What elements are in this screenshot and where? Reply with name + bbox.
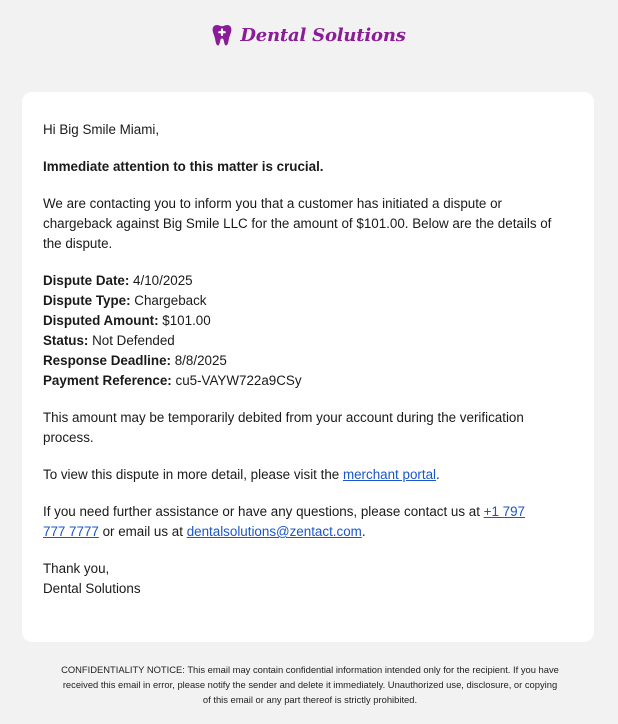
tooth-icon [212, 24, 232, 46]
dispute-details [43, 271, 572, 391]
detail-payment-reference: Payment Reference: cu5-VAYW722a9CSy [43, 373, 302, 388]
detail-dispute-date: Dispute Date: 4/10/2025 [43, 273, 193, 288]
brand-header [0, 24, 618, 46]
assistance-paragraph: If you need further assistance or have any questions, please contact us at +1 797 777 7777 or email us at dentalsolutions@zentact.com. [43, 504, 526, 539]
detail-status: Status: Not Defended [43, 333, 175, 348]
phone-link[interactable]: +1 797 777 7777 [43, 504, 526, 539]
debit-note: This amount may be temporarily debited from your account during the verification process. [43, 410, 524, 445]
detail-response-deadline: Response Deadline: 8/8/2025 [43, 353, 227, 368]
urgent-notice: Immediate attention to this matter is crucial. [43, 159, 324, 174]
email-card [22, 92, 594, 642]
signoff: Thank you, [43, 561, 110, 576]
signature: Dental Solutions [43, 581, 141, 596]
portal-paragraph: To view this dispute in more detail, please visit the merchant portal. [43, 467, 440, 482]
greeting: Hi Big Smile Miami, [43, 122, 160, 137]
confidentiality-notice: CONFIDENTIALITY NOTICE: This email may contain confidential information intended only for the recipient. If you have received this email in error, please notify the sender and delete it immediately. Unauthorized use, disclosure, or copying of this email or any part thereof is strictly prohibited. [61, 664, 559, 705]
merchant-portal-link[interactable]: merchant portal [342, 467, 436, 482]
email-link[interactable]: dentalsolutions@zentact.com [186, 524, 362, 539]
detail-disputed-amount: Disputed Amount: $101.00 [43, 313, 211, 328]
brand-name: Dental Solutions [240, 24, 406, 46]
intro-paragraph: We are contacting you to inform you that a customer has initiated a dispute or chargeback against Big Smile LLC for the amount of $101.00. Below are the details of the dispute. [43, 196, 552, 251]
detail-dispute-type: Dispute Type: Chargeback [43, 293, 207, 308]
